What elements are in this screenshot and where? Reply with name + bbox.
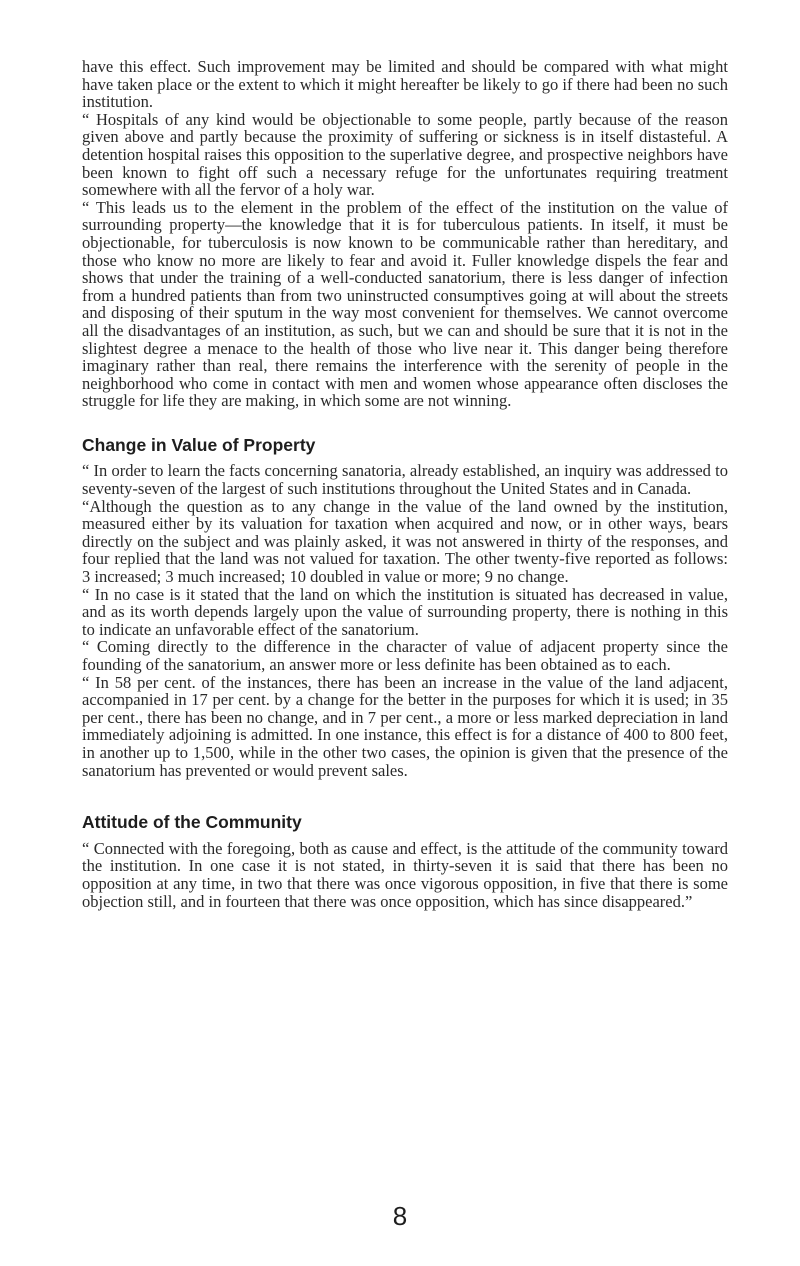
paragraph-adjacent-property: “ Coming directly to the difference in the character of value of adjacent property since the founding of the sanatorium, an answer more or less definite has been obtained as to each. <box>82 637 728 674</box>
section-heading-change-in-value: Change in Value of Property <box>82 434 316 455</box>
paragraph-community-attitude: “ Connected with the foregoing, both as cause and effect, is the attitude of the community toward the institution. In one case it is not stated, in thirty-seven it is said that there has been no opposition at any time, in two that there was once vigorous opposition, in five that there is some objection still, and in fourteen that there was once opposition, which has since disappeared.” <box>82 838 728 911</box>
paragraph-continued: have this effect. Such improvement may be limited and should be compared with what might have taken place or the extent to which it might hereafter be likely to go if there had been no such institution. <box>82 57 728 112</box>
section-heading-attitude: Attitude of the Community <box>82 812 302 833</box>
paragraph-land-value: “Although the question as to any change in the value of the land owned by the institution, measured either by its valuation for taxation when acquired and now, or in other ways, bears directly on the subject and was plainly asked, it was not answered in thirty of the responses, and four replied that the land was not valued for taxation. The other twenty-five reported as follows: 3 increased; 3 much increased; 10 doubled in value or more; 9 no change. <box>82 496 728 587</box>
document-page <box>82 58 728 910</box>
paragraph-no-decrease: “ In no case is it stated that the land on which the institution is situated has decreased in value, and as its worth depends largely upon the value of surrounding property, there is nothing in this to indicate an unfavorable effect of the sanatorium. <box>82 584 728 639</box>
page-number: 8 <box>392 1201 408 1231</box>
paragraph-inquiry: “ In order to learn the facts concerning sanatoria, already established, an inquiry was addressed to seventy-seven of the largest of such institutions throughout the United States and in Canada. <box>82 461 728 499</box>
paragraph-percentages: “ In 58 per cent. of the instances, there has been an increase in the value of the land adjacent, accompanied in 17 per cent. by a change for the better in the purposes for which it is used; in 35 per cent., there has been no change, and in 7 per cent., a more or less marked depreciation in land immediately adjoining is admitted. In one instance, this effect is for a distance of 400 to 800 feet, in another up to 1,500, while in the other two cases, the opinion is given that the presence of the sanatorium has prevented or would prevent sales. <box>82 672 728 780</box>
paragraph-tuberculous: “ This leads us to the element in the problem of the effect of the institution on the value of surrounding property—the knowledge that it is for tuberculous patients. In itself, it must be objectionable, for tuberculosis is now known to be communicable rather than hereditary, and those who know no more are likely to fear and avoid it. Fuller knowledge dispels the fear and shows that under the training of a well-conducted sanatorium, there is less danger of infection from a hundred patients than from two uninstructed consumptives going at will about the streets and disposing of their sputum in the way most convenient for themselves. We cannot overcome all the disadvantages of an institution, as such, but we can and should be sure that it is not in the slightest degree a menace to the health of those who live near it. This danger being therefore imaginary rather than real, there remains the interference with the serenity of people in the neighborhood who come in contact with men and women whose appearance often discloses the struggle for life they are making, in which some are not winning. <box>82 197 728 411</box>
paragraph-hospitals: “ Hospitals of any kind would be objectionable to some people, partly because of the reason given above and partly because the proximity of suffering or sickness is in itself distasteful. A detention hospital raises this opposition to the superlative degree, and prospective neighbors have been known to fight off such a necessary refuge for the unfortunates requiring treatment somewhere with all the fervor of a holy war. <box>82 109 728 200</box>
